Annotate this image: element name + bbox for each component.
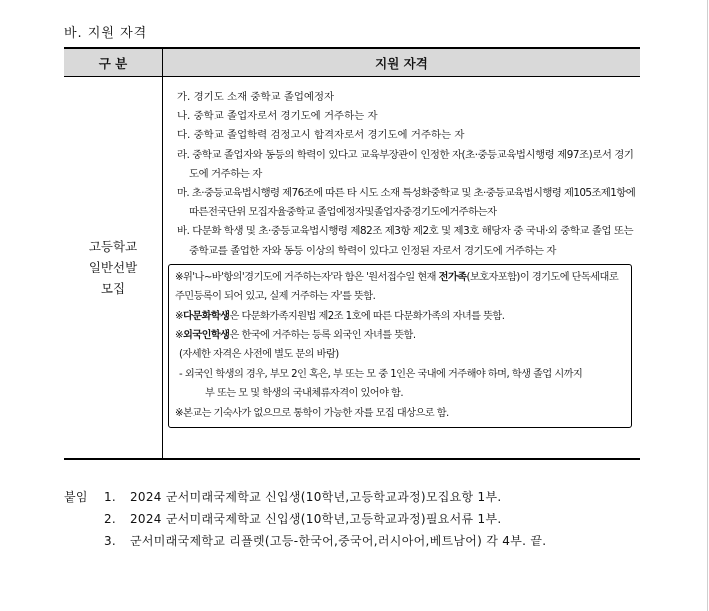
table-header-row [64,48,640,77]
attachments [64,486,546,552]
note-line: 부 또는 모 및 학생의 국내체류자격이 있어야 함. [205,388,404,400]
note-text: 은 한국에 거주하는 등록 외국인 자녀를 뜻함. [229,330,416,342]
qualification-table [64,47,640,460]
list-item: 마. 초·중등교육법시행령 제76조에 따른 타 시도 소재 특성화중학교 및 초·중등교육법시행령 제105조제1항에따른전국단위 모집자율중학교 졸업예정자및졸업자중경기도에거주하는자 [177,187,636,219]
category-cell [64,77,163,460]
table-row [64,77,640,460]
section-title: 바. 지원 자격 [64,26,148,41]
attachment-number: 2. [104,512,117,526]
attachment-item [64,530,546,552]
note-text: (보호자포함)이 경기도에 단독세대로 주민등록이 되어 있고, 실제 거주하는 자'를 뜻함. [175,271,619,303]
attachment-text: 2024 군서미래국제학교 신입생(10학년,고등학교과정)모집요항 1부. [130,490,502,504]
page-border [707,0,708,611]
header-category: 구 분 [64,48,163,77]
note-emphasis: 전가족 [438,271,467,283]
note-box [168,264,632,428]
note-line [175,268,625,307]
qualification-cell [163,77,641,460]
category-line: 일반선발 [88,260,138,275]
attachment-text: 군서미래국제학교 리플렛(고등-한국어,중국어,러시아어,베트남어) 각 4부. 끝. [130,534,547,548]
note-text: 은 다문화가족지원법 제2조 1호에 따른 다문화가족의 자녀를 뜻함. [229,310,505,322]
note-line [175,326,625,345]
list-item: 다. 중학교 졸업학력 검정고시 합격자로서 경기도에 거주하는 자 [177,129,465,142]
note-line: (자세한 자격은 사전에 별도 문의 바람) [179,349,339,361]
attachment-number: 3. [104,534,117,548]
note-line [175,307,625,326]
category-line: 모집 [100,281,126,296]
header-qualification: 지원 자격 [163,48,641,77]
list-item: 라. 중학교 졸업자와 동등의 학력이 있다고 교육부장관이 인정한 자(초·중등교육법시행령 제97조)로서 경기도에 거주하는 자 [177,148,634,180]
attachment-number: 1. [104,490,117,504]
list-item: 나. 중학교 졸업자로서 경기도에 거주하는 자 [177,110,378,123]
category-line: 고등학교 [88,239,138,254]
list-item: 바. 다문화 학생 및 초·중등교육법시행령 제82조 제3항 제2호 및 제3호 해당자 중 국내·외 중학교 졸업 또는 중학교를 졸업한 자와 동등 이상의 학력이 있다고 인정된 자로서 경기도에 거주하는 자 [177,225,634,257]
attachment-item [64,508,546,530]
attachment-item [64,486,546,508]
attachment-text: 2024 군서미래국제학교 신입생(10학년,고등학교과정)필요서류 1부. [130,512,502,526]
attachment-label: 붙임 [64,490,88,504]
note-mark: ※ [175,330,183,342]
list-item: 가. 경기도 소재 중학교 졸업예정자 [177,91,335,103]
note-line: - 외국인 학생의 경우, 부모 2인 혹은, 부 또는 모 중 1인은 국내에 거주해야 하며, 학생 졸업 시까지 [179,368,583,380]
qualification-list [163,77,640,261]
note-line: ※본교는 기숙사가 없으므로 통학이 가능한 자를 모집 대상으로 함. [175,407,449,419]
note-emphasis: 외국인학생 [183,330,230,342]
note-text: ※위'나~바'항의'경기도에 거주하는자'라 함은 '원서접수일 현재 [175,271,439,283]
note-mark: ※ [175,310,183,322]
note-emphasis: 다문화학생 [183,310,230,322]
